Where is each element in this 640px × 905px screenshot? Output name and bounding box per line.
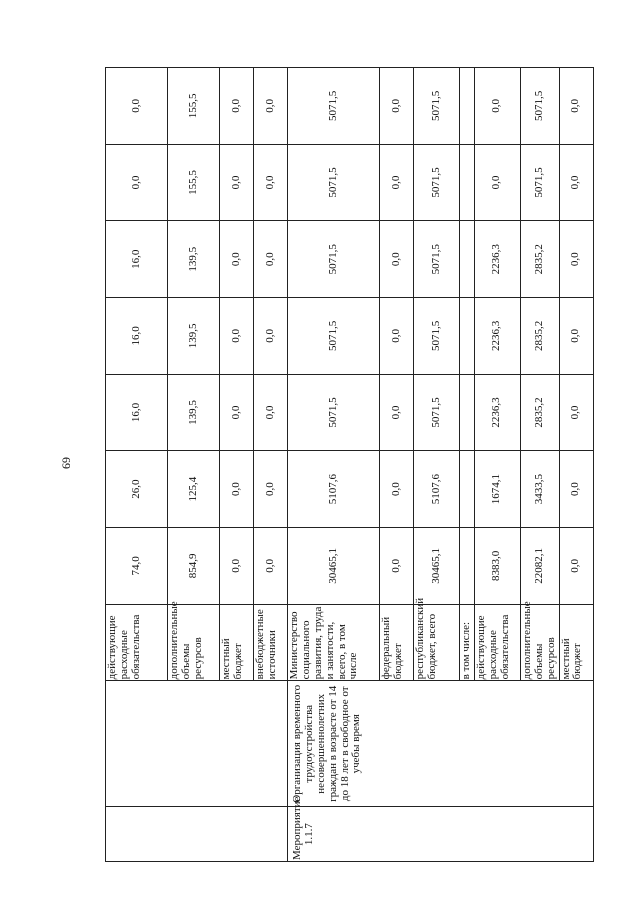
value-cell: 0,0: [559, 68, 593, 145]
measure-name-cell: [288, 681, 594, 807]
value-cell: [460, 451, 475, 528]
value-cell: 0,0: [220, 221, 254, 298]
value-cell: [460, 298, 475, 375]
value-cell: 5071,5: [288, 221, 380, 298]
value-cell: 0,0: [220, 298, 254, 375]
value-cell: 22082,1: [520, 528, 559, 605]
value-cell: [460, 374, 475, 451]
rotated-table-wrapper: [105, 67, 600, 862]
value-cell: 0,0: [254, 144, 288, 221]
value-cell: 854,9: [168, 528, 220, 605]
prev-code-cell: [106, 807, 288, 862]
value-cell: 2835,2: [520, 374, 559, 451]
value-cell: 0,0: [220, 528, 254, 605]
value-cell: 5071,5: [414, 144, 460, 221]
value-cell: 5107,6: [414, 451, 460, 528]
source-cell: Министерство социального развития, труда и занятости, всего, в том числе: [288, 604, 380, 681]
source-cell: дополнительные объемы ресурсов: [520, 604, 559, 681]
source-cell: внебюджетные источники: [254, 604, 288, 681]
source-cell: федеральный бюджет: [380, 604, 414, 681]
value-cell: 0,0: [559, 221, 593, 298]
value-cell: 0,0: [559, 374, 593, 451]
value-cell: 0,0: [254, 221, 288, 298]
value-cell: 139,5: [168, 221, 220, 298]
value-cell: 0,0: [254, 298, 288, 375]
value-cell: [460, 144, 475, 221]
value-cell: 5071,5: [414, 374, 460, 451]
value-cell: [460, 528, 475, 605]
value-cell: 5071,5: [520, 144, 559, 221]
measure-name: Организация временного трудоустройства несовершеннолетних граждан в возрасте от 14 до 18 лет в свободное от учебы время: [291, 684, 363, 803]
value-cell: 5071,5: [288, 68, 380, 145]
value-cell: 0,0: [474, 68, 520, 145]
source-cell: республиканский бюджет, всего: [414, 604, 460, 681]
page-number: 69: [59, 457, 74, 469]
value-cell: 0,0: [559, 528, 593, 605]
value-cell: 5071,5: [288, 298, 380, 375]
value-cell: 2236,3: [474, 298, 520, 375]
value-cell: 0,0: [220, 374, 254, 451]
value-cell: 1674,1: [474, 451, 520, 528]
value-cell: 2835,2: [520, 221, 559, 298]
value-cell: 5071,5: [414, 298, 460, 375]
value-cell: 0,0: [380, 221, 414, 298]
value-cell: 0,0: [106, 68, 168, 145]
value-cell: 26,0: [106, 451, 168, 528]
value-cell: 0,0: [380, 374, 414, 451]
value-cell: 2236,3: [474, 221, 520, 298]
value-cell: 8383,0: [474, 528, 520, 605]
value-cell: 139,5: [168, 374, 220, 451]
value-cell: 2236,3: [474, 374, 520, 451]
value-cell: 0,0: [254, 68, 288, 145]
measure-code-cell: [288, 796, 594, 862]
value-cell: 155,5: [168, 144, 220, 221]
value-cell: 16,0: [106, 374, 168, 451]
value-cell: 0,0: [220, 68, 254, 145]
value-cell: 5071,5: [288, 374, 380, 451]
value-cell: 3433,5: [520, 451, 559, 528]
value-cell: 30465,1: [414, 528, 460, 605]
source-cell: действующие расходные обязательства: [474, 604, 520, 681]
value-cell: 5107,6: [288, 451, 380, 528]
value-cell: [460, 221, 475, 298]
source-cell: дополнительные объемы ресурсов: [168, 604, 220, 681]
value-cell: 5071,5: [414, 68, 460, 145]
value-cell: 155,5: [168, 68, 220, 145]
value-cell: 0,0: [559, 451, 593, 528]
value-cell: 0,0: [559, 144, 593, 221]
value-cell: 139,5: [168, 298, 220, 375]
table-row: [106, 68, 168, 862]
value-cell: 0,0: [380, 528, 414, 605]
value-cell: 0,0: [380, 298, 414, 375]
value-cell: 0,0: [220, 451, 254, 528]
value-cell: 0,0: [474, 144, 520, 221]
value-cell: 0,0: [380, 451, 414, 528]
value-cell: 2835,2: [520, 298, 559, 375]
value-cell: 30465,1: [288, 528, 380, 605]
source-cell: действующие расходные обязательства: [106, 604, 168, 681]
value-cell: 5071,5: [288, 144, 380, 221]
value-cell: 0,0: [380, 144, 414, 221]
value-cell: 5071,5: [520, 68, 559, 145]
table-row: [288, 68, 380, 862]
value-cell: 125,4: [168, 451, 220, 528]
value-cell: 0,0: [254, 451, 288, 528]
value-cell: 0,0: [220, 144, 254, 221]
source-cell: местный бюджет: [220, 604, 254, 681]
source-cell: местный бюджет: [559, 604, 593, 681]
value-cell: 74,0: [106, 528, 168, 605]
value-cell: 5071,5: [414, 221, 460, 298]
source-cell: в том числе:: [460, 604, 475, 681]
measure-code: Мероприятие 1.1.7: [291, 796, 315, 860]
prev-name-cell: [106, 681, 288, 807]
value-cell: 0,0: [380, 68, 414, 145]
value-cell: [460, 68, 475, 145]
value-cell: 16,0: [106, 298, 168, 375]
value-cell: 0,0: [254, 528, 288, 605]
budget-table: [105, 67, 594, 862]
value-cell: 0,0: [254, 374, 288, 451]
value-cell: 0,0: [106, 144, 168, 221]
value-cell: 16,0: [106, 221, 168, 298]
value-cell: 0,0: [559, 298, 593, 375]
